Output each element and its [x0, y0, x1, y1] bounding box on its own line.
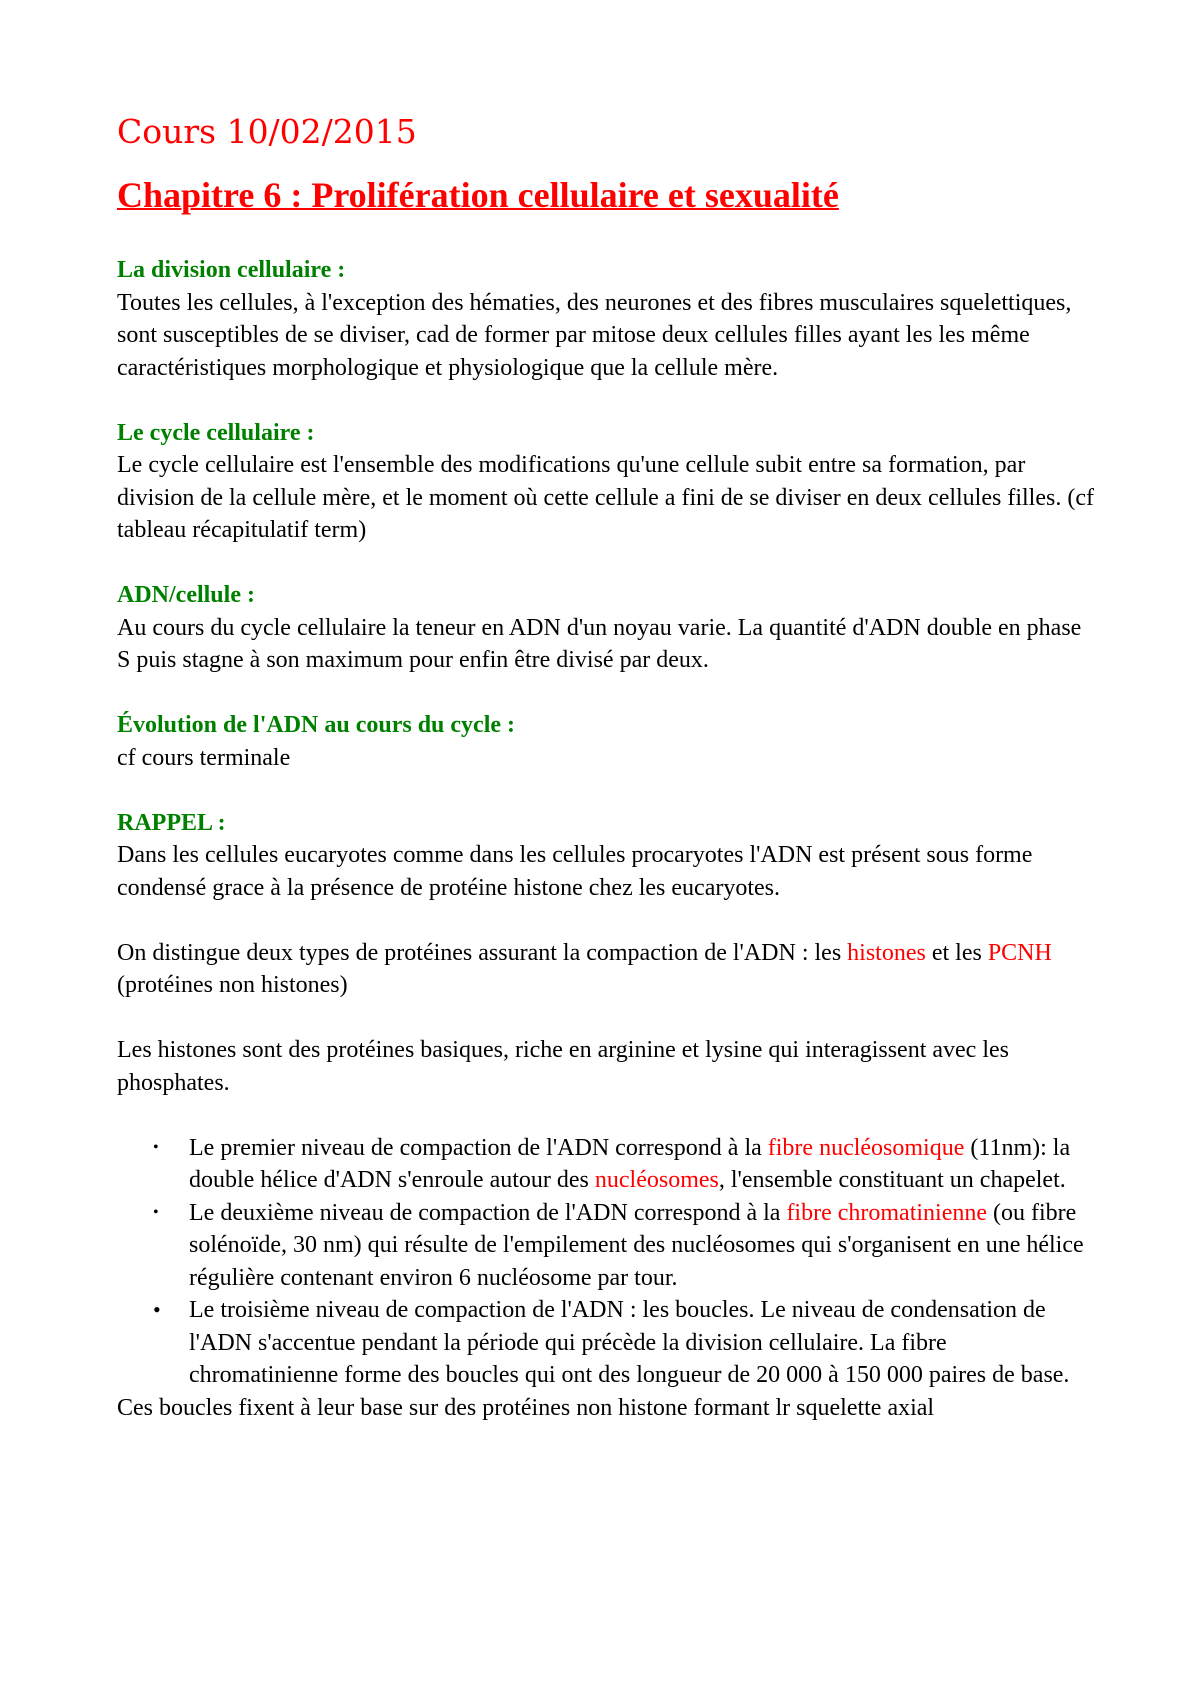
closing-paragraph: Ces boucles fixent à leur base sur des protéines non histone formant lr squelette axial: [117, 1394, 935, 1421]
term-nucleosomes: nucléosomes: [594, 1167, 719, 1193]
term-pcnh: PCNH: [987, 939, 1052, 966]
section-text-division: Toutes les cellules, à l'exception des hématies, des neurones et des fibres musculaires squelettiques, sont susceptibles de se diviser, cad de former par mitose deux cellules filles ayant les les même caractéristiques morphologique et physiologique que la cellule mère.: [117, 289, 1072, 381]
document-page: [117, 112, 1097, 1424]
list-item-level-2: • Le deuxième niveau de compaction de l'ADN correspond à la fibre chromatinienne (ou fibre solénoïde, 30 nm) qui résulte de l'empilement des nucléosomes qui s'organisent en une hélice régulière contenant environ 6 nucléosome par tour.: [117, 1197, 1097, 1295]
bullet-icon: •: [153, 1297, 161, 1322]
protein-types-text-middle: et les: [925, 939, 988, 966]
section-text-rappel: Dans les cellules eucaryotes comme dans les cellules procaryotes l'ADN est présent sous forme condensé grace à la présence de protéine histone chez les eucaryotes.: [117, 842, 1033, 901]
term-fibre-nucleosomique: fibre nucléosomique: [767, 1134, 965, 1161]
term-fibre-chromatinienne: fibre chromatinienne: [786, 1199, 988, 1226]
protein-types-text-before: On distingue deux types de protéines assurant la compaction de l'ADN : les: [117, 939, 848, 966]
section-text-cycle: Le cycle cellulaire est l'ensemble des modifications qu'une cellule subit entre sa formation, par division de la cellule mère, et le moment où cette cellule a fini de se diviser en deux cellules filles. (cf tableau récapitulatif term): [117, 452, 1094, 543]
bullet-icon: •: [153, 1138, 159, 1156]
histones-paragraph: Les histones sont des protéines basiques, riche en arginine et lysine qui interagissent avec les phosphates.: [117, 1037, 1009, 1096]
section-heading-division: La division cellulaire :: [117, 257, 346, 283]
section-heading-rappel: RAPPEL :: [117, 809, 226, 836]
course-date: Cours 10/02/2015: [117, 112, 417, 151]
section-heading-adn: ADN/cellule :: [117, 582, 255, 608]
protein-types-text-after: (protéines non histones): [117, 972, 348, 998]
term-histones: histones: [847, 939, 926, 966]
section-text-adn: Au cours du cycle cellulaire la teneur en ADN d'un noyau varie. La quantité d'ADN double en phase S puis stagne à son maximum pour enfin être divisé par deux.: [117, 614, 1082, 673]
list-item-level-3: • Le troisième niveau de compaction de l'ADN : les boucles. Le niveau de condensation de l'ADN s'accentue pendant la période qui précède la division cellulaire. La fibre chromatinienne forme des boucles qui ont des longueur de 20 000 à 150 000 paires de base.: [117, 1294, 1097, 1392]
bullet-icon: •: [153, 1203, 159, 1221]
protein-types-paragraph: [117, 937, 1097, 1002]
section-heading-evolution: Évolution de l'ADN au cours du cycle :: [117, 712, 516, 738]
document-body: [117, 254, 1097, 1424]
section-text-evolution: cf cours terminale: [117, 744, 291, 771]
compaction-levels-list: [117, 1132, 1097, 1392]
chapter-title: Chapitre 6 : Prolifération cellulaire et sexualité: [117, 175, 839, 215]
section-heading-cycle: Le cycle cellulaire :: [117, 419, 315, 446]
list-item-level-1: • Le premier niveau de compaction de l'ADN correspond à la fibre nucléosomique (11nm): la double hélice d'ADN s'enroule autour des nucléosomes, l'ensemble constituant un chapelet.: [117, 1132, 1097, 1197]
